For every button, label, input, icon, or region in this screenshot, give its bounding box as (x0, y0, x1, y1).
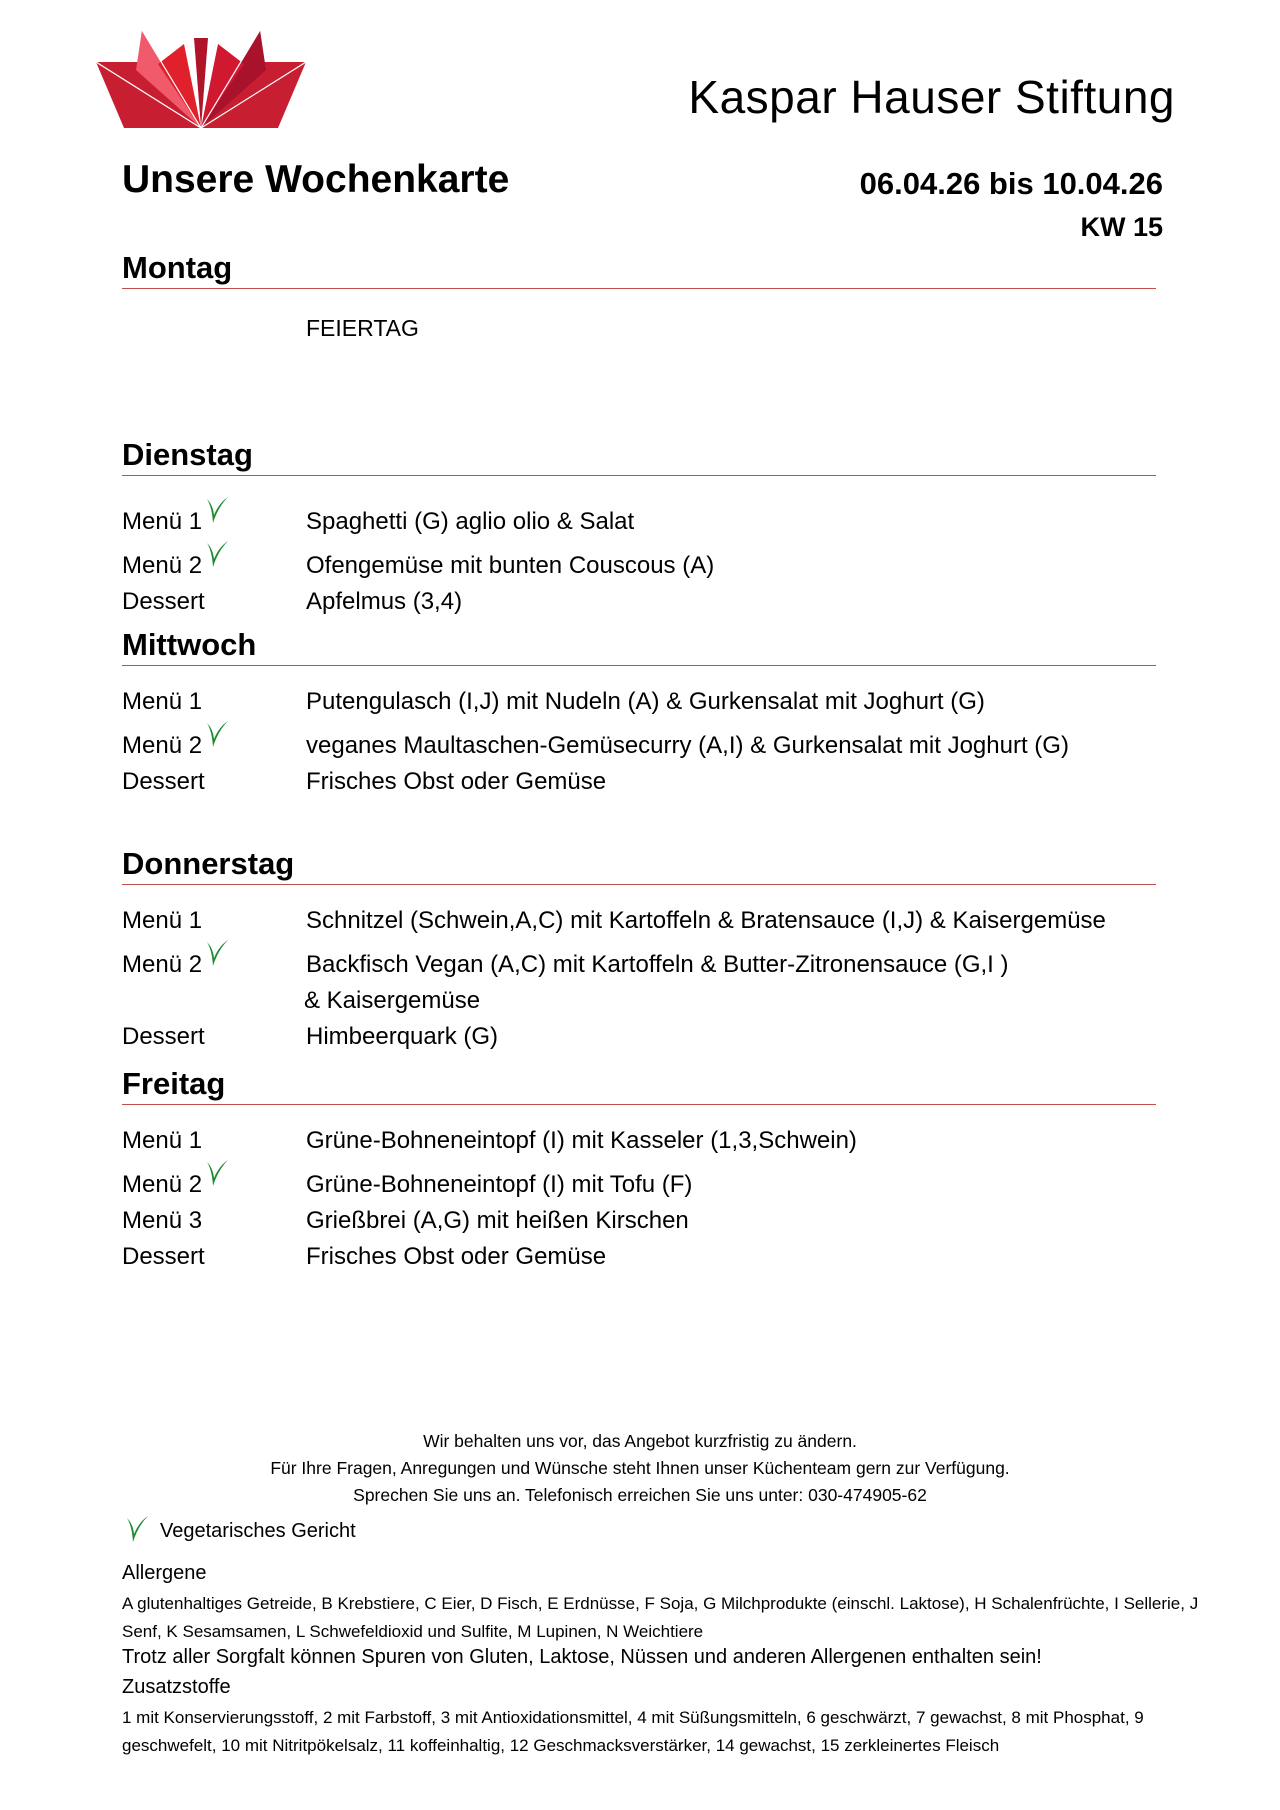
additives-text: 1 mit Konservierungsstoff, 2 mit Farbstoff, 3 mit Antioxidationsmittel, 4 mit Süßungsmitteln, 6 geschwärzt, 7 gewachst, 8 mit Phosphat, 9 geschwefelt, 10 mit Nitritpökelsalz, 11 koffeinhaltig, 12 Geschmacksverstärker, 14 gewachst, 15 zerkleinertes Fleisch (122, 1708, 1144, 1755)
allergens-text: A glutenhaltiges Getreide, B Krebstiere, C Eier, D Fisch, E Erdnüsse, F Soja, G Milchprodukte (einschl. Laktose), H Schalenfrüchte, I Sellerie, J Senf, K Sesamsamen, L Schwefeldioxid und Sulfite, M Lupinen, N Weichtiere (122, 1594, 1199, 1641)
vegetarian-icon (204, 938, 230, 968)
vegetarian-icon (204, 495, 230, 525)
menu-label: Menü 2 (122, 731, 302, 761)
day-title: Donnerstag (122, 846, 295, 881)
allergens-title: Allergene (122, 1562, 207, 1584)
menu-label: Menü 1 (122, 688, 203, 715)
vegetarian-icon (204, 539, 230, 569)
calendar-week: KW 15 (1080, 212, 1163, 242)
vegetarian-legend-text: Vegetarisches Gericht (160, 1520, 356, 1542)
menu-label: Menü 1 (122, 507, 302, 537)
dish-text: Spaghetti (G) aglio olio & Salat (306, 508, 635, 535)
footer-line: Wir behalten uns vor, das Angebot kurzfristig zu ändern. (423, 1431, 857, 1451)
day-monday (122, 250, 1156, 294)
dish-text: Schnitzel (Schwein,A,C) mit Kartoffeln & Bratensauce (I,J) & Kaisergemüse (306, 907, 1106, 934)
menu-label: Dessert (122, 768, 205, 795)
day-tuesday (122, 437, 1156, 615)
menu-label: Dessert (122, 1023, 205, 1050)
menu-label: Menü 2 (122, 551, 302, 581)
dish-text: Apfelmus (3,4) (306, 588, 463, 615)
additives-title: Zusatzstoffe (122, 1676, 231, 1698)
day-divider (122, 1104, 1156, 1105)
vegetarian-icon (204, 1158, 230, 1188)
dish-text: veganes Maultaschen-Gemüsecurry (A,I) & Gurkensalat mit Joghurt (G) (306, 732, 1069, 759)
day-divider (122, 475, 1156, 476)
dish-text: Grießbrei (A,G) mit heißen Kirschen (306, 1207, 689, 1234)
organization-name: Kaspar Hauser Stiftung (688, 71, 1175, 123)
dish-text: Backfisch Vegan (A,C) mit Kartoffeln & Butter-Zitronensauce (G,I ) (306, 951, 1009, 978)
day-divider (122, 884, 1156, 885)
day-title: Dienstag (122, 437, 253, 472)
footer-line: Für Ihre Fragen, Anregungen und Wünsche steht Ihnen unser Küchenteam gern zur Verfügung. (270, 1458, 1010, 1478)
dish-text: Putengulasch (I,J) mit Nudeln (A) & Gurkensalat mit Joghurt (G) (306, 688, 985, 715)
day-friday (122, 1066, 1156, 1286)
dish-text-continued: & Kaisergemüse (304, 987, 481, 1014)
dish-text: Ofengemüse mit bunten Couscous (A) (306, 552, 715, 579)
menu-label: Dessert (122, 1243, 205, 1270)
footer-notice (0, 1428, 1280, 1509)
day-divider (122, 665, 1156, 666)
dish-text: Grüne-Bohneneintopf (I) mit Kasseler (1,3,Schwein) (306, 1127, 857, 1154)
dish-text: Frisches Obst oder Gemüse (306, 768, 607, 795)
page-title: Unsere Wochenkarte (122, 158, 510, 201)
holiday-note: FEIERTAG (306, 315, 419, 341)
menu-label: Menü 1 (122, 907, 203, 934)
vegetarian-legend (122, 1520, 356, 1550)
vegetarian-icon (204, 719, 230, 749)
day-wednesday (122, 627, 1156, 807)
date-range: 06.04.26 bis 10.04.26 (859, 166, 1163, 201)
menu-label: Menü 3 (122, 1207, 203, 1234)
day-thursday (122, 846, 1156, 1066)
menu-label: Menü 1 (122, 1127, 203, 1154)
menu-label: Menü 2 (122, 1170, 302, 1200)
dish-text: Frisches Obst oder Gemüse (306, 1243, 607, 1270)
lotus-logo (96, 30, 306, 128)
day-title: Montag (122, 250, 233, 285)
day-title: Freitag (122, 1066, 226, 1101)
day-title: Mittwoch (122, 627, 257, 662)
allergen-warning: Trotz aller Sorgfalt können Spuren von Gluten, Laktose, Nüssen und anderen Allergenen enthalten sein! (122, 1646, 1042, 1668)
vegetarian-icon (124, 1514, 150, 1544)
dish-text: Himbeerquark (G) (306, 1023, 499, 1050)
footer-line: Sprechen Sie uns an. Telefonisch erreichen Sie uns unter: 030-474905-62 (353, 1485, 927, 1505)
menu-label: Dessert (122, 588, 205, 615)
day-divider (122, 288, 1156, 289)
dish-text: Grüne-Bohneneintopf (I) mit Tofu (F) (306, 1171, 693, 1198)
menu-label: Menü 2 (122, 950, 302, 980)
